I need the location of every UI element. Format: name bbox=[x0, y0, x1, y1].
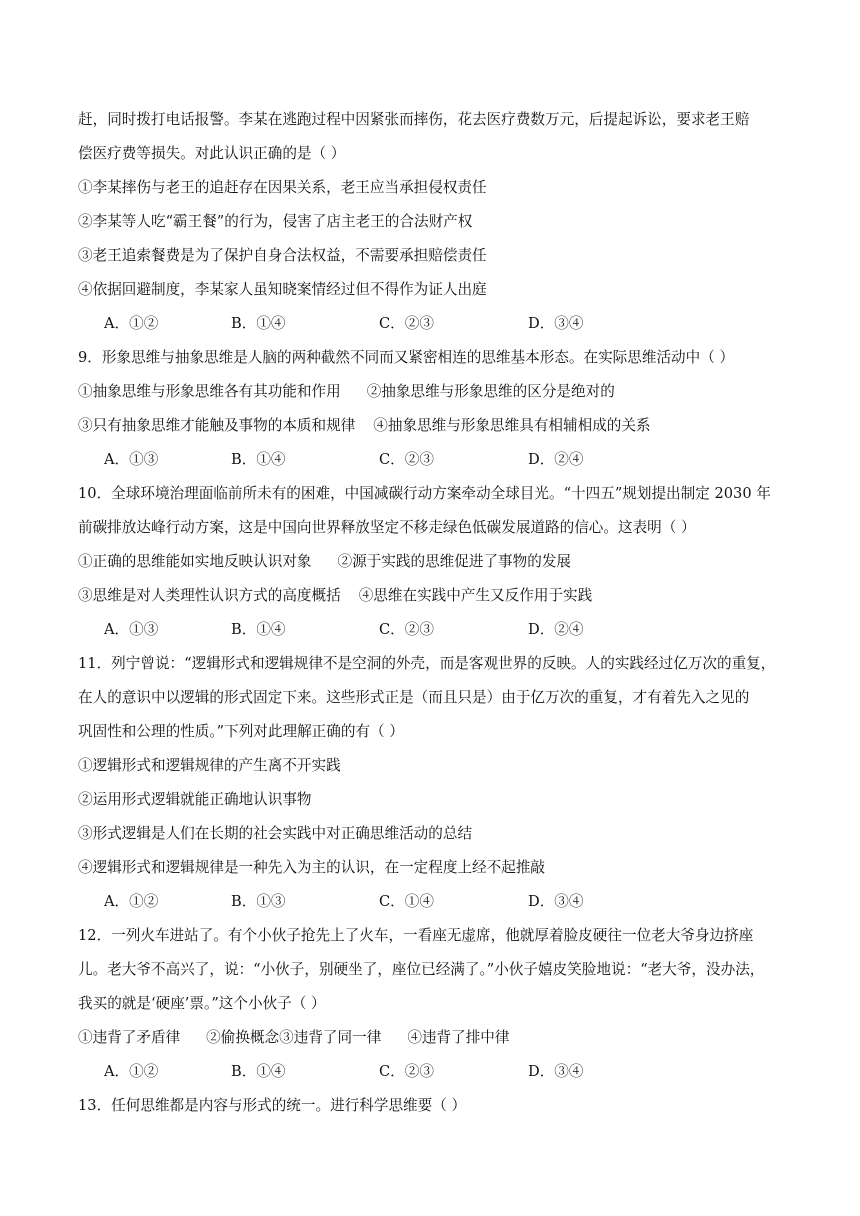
q11-statement-4: ④逻辑形式和逻辑规律是一种先入为主的认识，在一定程度上经不起推敲 bbox=[78, 859, 546, 876]
q11-statement-1: ①逻辑形式和逻辑规律的产生离不开实践 bbox=[78, 757, 341, 774]
q12-statement-1: ①违背了矛盾律 bbox=[78, 1029, 181, 1046]
q10-statement-3: ③思维是对人类理性认识方式的高度概括 bbox=[78, 587, 341, 604]
q9-statements-row-1 bbox=[78, 382, 615, 402]
q11-option-c[interactable]: C．①④ bbox=[379, 893, 434, 910]
q12-statement-2: ②偷换概念③违背了同一律 bbox=[206, 1029, 382, 1046]
q9-stem: 9．形象思维与抽象思维是人脑的两种截然不同而又紧密相连的思维基本形态。在实际思维活动中（ ） bbox=[78, 349, 735, 366]
q13-stem: 13．任何思维都是内容与形式的统一。进行科学思维要（ ） bbox=[78, 1097, 467, 1114]
q10-stem-line-1: 10．全球环境治理面临前所未有的困难，中国减碳行动方案牵动全球目光。“十四五”规划提出制定 2030 年 bbox=[78, 485, 771, 502]
q8-statement-2: ②李某等人吃“霸王餐”的行为，侵害了店主老王的合法财产权 bbox=[78, 213, 473, 230]
q9-option-b[interactable]: B．①④ bbox=[231, 451, 286, 468]
q12-statement-3: ④违背了排中律 bbox=[407, 1029, 510, 1046]
q10-option-c[interactable]: C．②③ bbox=[379, 621, 434, 638]
q11-option-d[interactable]: D．③④ bbox=[528, 893, 584, 910]
q10-option-d[interactable]: D．②④ bbox=[528, 621, 584, 638]
q10-option-a[interactable]: A．①③ bbox=[104, 621, 159, 638]
q12-stem-line-2: 儿。老大爷不高兴了，说：“小伙子，别硬坐了，座位已经满了。”小伙子嬉皮笑脸地说：“老大爷，没办法， bbox=[78, 961, 765, 978]
q8-statement-1: ①李某摔伤与老王的追赶存在因果关系，老王应当承担侵权责任 bbox=[78, 179, 487, 196]
q9-statement-2: ②抽象思维与形象思维的区分是绝对的 bbox=[366, 383, 615, 400]
q10-statements-row-1 bbox=[78, 552, 571, 572]
q8-stem-line-2: 偿医疗费等损失。对此认识正确的是（ ） bbox=[78, 145, 346, 162]
q12-stem-line-3: 我买的就是‘硬座’票。”这个小伙子（ ） bbox=[78, 995, 326, 1012]
q12-option-c[interactable]: C．②③ bbox=[379, 1063, 434, 1080]
q8-option-b[interactable]: B．①④ bbox=[231, 315, 286, 332]
q12-option-a[interactable]: A．①② bbox=[104, 1063, 159, 1080]
q11-statement-2: ②运用形式逻辑就能正确地认识事物 bbox=[78, 791, 312, 808]
q8-stem-line-1: 赶，同时拨打电话报警。李某在逃跑过程中因紧张而摔伤，花去医疗费数万元，后提起诉讼，要求老王赔 bbox=[78, 111, 750, 128]
q10-statement-2: ②源于实践的思维促进了事物的发展 bbox=[337, 553, 572, 570]
q9-option-d[interactable]: D．②④ bbox=[528, 451, 584, 468]
q10-option-b[interactable]: B．①④ bbox=[231, 621, 286, 638]
q8-statement-4: ④依据回避制度，李某家人虽知晓案情经过但不得作为证人出庭 bbox=[78, 281, 487, 298]
q12-stem-line-1: 12．一列火车进站了。有个小伙子抢先上了火车，一看座无虚席，他就厚着脸皮硬往一位老大爷身边挤座 bbox=[78, 927, 754, 944]
q10-statement-1: ①正确的思维能如实地反映认识对象 bbox=[78, 553, 312, 570]
q9-option-c[interactable]: C．②③ bbox=[379, 451, 434, 468]
q11-option-b[interactable]: B．①③ bbox=[231, 893, 286, 910]
q8-option-d[interactable]: D．③④ bbox=[528, 315, 584, 332]
q9-option-a[interactable]: A．①③ bbox=[104, 451, 159, 468]
q10-statements-row-2 bbox=[78, 586, 592, 606]
q11-stem-line-1: 11．列宁曾说：“逻辑形式和逻辑规律不是空洞的外壳，而是客观世界的反映。人的实践经过亿万次的重复， bbox=[78, 655, 776, 672]
q10-statement-4: ④思维在实践中产生又反作用于实践 bbox=[358, 587, 593, 604]
q8-option-c[interactable]: C．②③ bbox=[379, 315, 434, 332]
q9-statement-3: ③只有抽象思维才能触及事物的本质和规律 bbox=[78, 417, 356, 434]
q11-statement-3: ③形式逻辑是人们在长期的社会实践中对正确思维活动的总结 bbox=[78, 825, 473, 842]
q11-stem-line-2: 在人的意识中以逻辑的形式固定下来。这些形式正是（而且只是）由于亿万次的重复，才有着先入之见的 bbox=[78, 689, 750, 706]
q9-statement-4: ④抽象思维与形象思维具有相辅相成的关系 bbox=[373, 417, 651, 434]
q9-statements-row-2 bbox=[78, 416, 651, 436]
q9-statement-1: ①抽象思维与形象思维各有其功能和作用 bbox=[78, 383, 341, 400]
q11-option-a[interactable]: A．①② bbox=[104, 893, 159, 910]
q12-option-b[interactable]: B．①④ bbox=[231, 1063, 286, 1080]
q12-statements-row bbox=[78, 1028, 509, 1048]
q8-statement-3: ③老王追索餐费是为了保护自身合法权益，不需要承担赔偿责任 bbox=[78, 247, 487, 264]
q11-stem-line-3: 巩固性和公理的性质。”下列对此理解正确的有（ ） bbox=[78, 723, 404, 740]
q10-stem-line-2: 前碳排放达峰行动方案，这是中国向世界释放坚定不移走绿色低碳发展道路的信心。这表明（ ） bbox=[78, 519, 696, 536]
q12-option-d[interactable]: D．③④ bbox=[528, 1063, 584, 1080]
q8-option-a[interactable]: A．①② bbox=[104, 315, 159, 332]
